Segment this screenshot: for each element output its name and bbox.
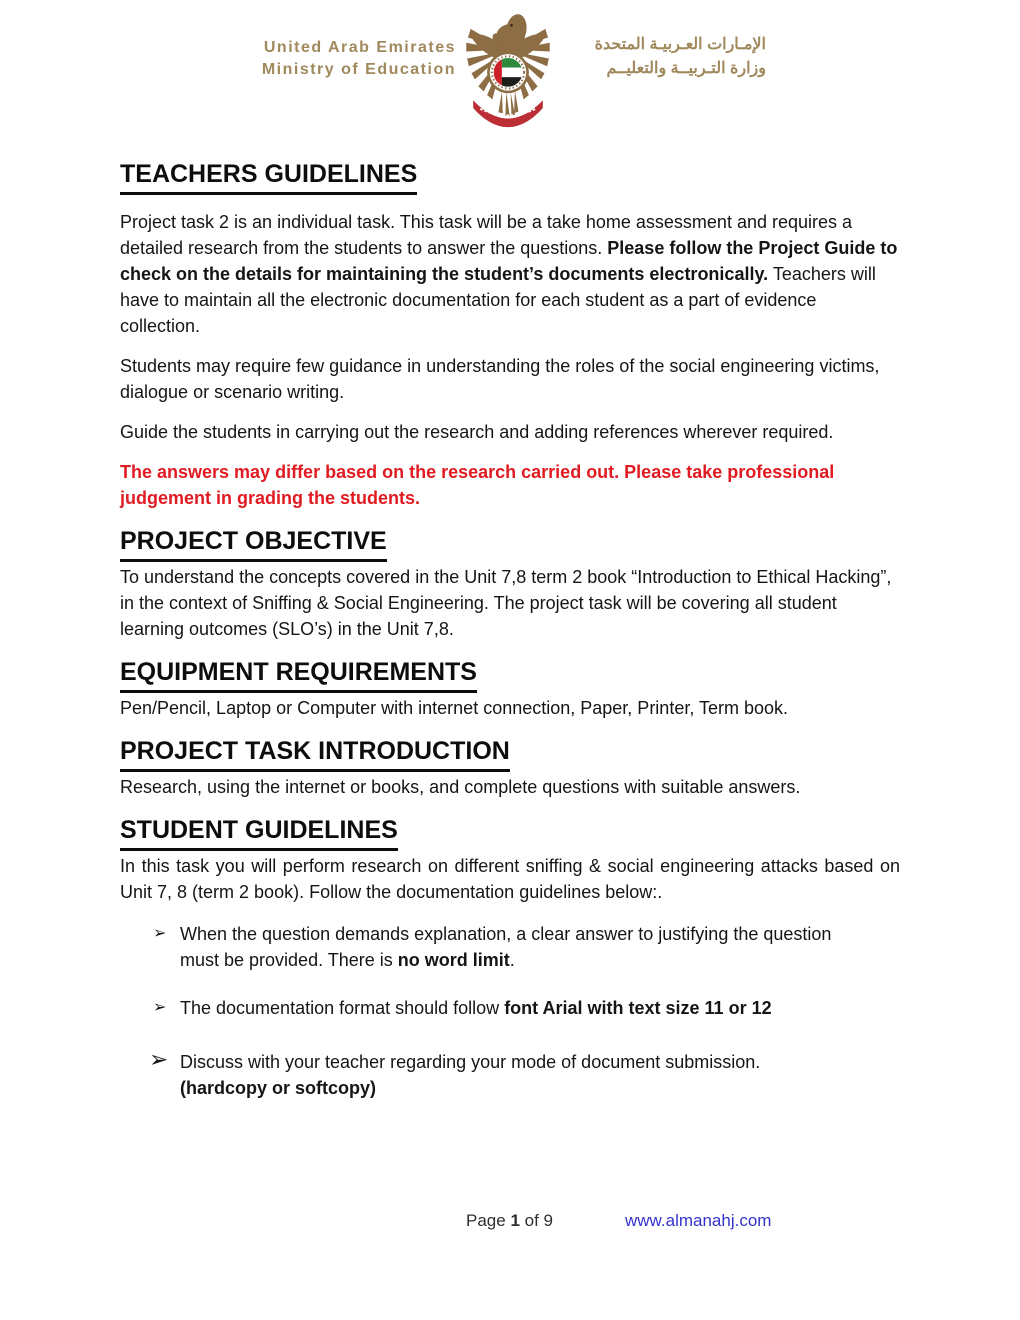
section-title-project-objective: PROJECT OBJECTIVE [120, 527, 900, 562]
ministry-name-english [0, 37, 456, 81]
student-guidelines-list [120, 921, 900, 1101]
arrow-bullet-icon: ➢ [149, 1046, 169, 1072]
ministry-en-line2: Ministry of Education [261, 61, 456, 78]
section-title-equipment-requirements: EQUIPMENT REQUIREMENTS [120, 658, 900, 693]
paragraph-grading-warning: The answers may differ based on the research carried out. Please take professional judgement in grading the students. [120, 462, 835, 508]
page-number: 1 [510, 1211, 520, 1230]
list-item-word-limit: ➢ When the question demands explanation, a clear answer to justifying the question must be provided. There is no word limit. [180, 921, 840, 973]
ministry-ar-line2: وزارة التـربيــة والتعليــم [606, 60, 766, 77]
list-item-submission-mode: ➢ Discuss with your teacher regarding your mode of document submission. (hardcopy or softcopy) [149, 1046, 761, 1098]
section-title-project-task-introduction: PROJECT TASK INTRODUCTION [120, 737, 900, 772]
page-number-label: Page 1 of 9 [466, 1211, 553, 1230]
almanahj-website-link[interactable]: www.almanahj.com [625, 1211, 772, 1230]
paragraph-equipment-requirements: Pen/Pencil, Laptop or Computer with internet connection, Paper, Printer, Term book. [120, 698, 789, 718]
paragraph-student-guidance: Students may require few guidance in understanding the roles of the social engineering victims, dialogue or scenario writing. [120, 356, 880, 402]
arrow-bullet-icon: ➢ [153, 925, 167, 942]
ministry-en-line1: United Arab Emirates [263, 39, 456, 56]
document-body [120, 134, 900, 1123]
section-title-student-guidelines: STUDENT GUIDELINES [120, 816, 900, 851]
arrow-bullet-icon: ➢ [153, 999, 167, 1016]
paragraph-task-overview: Project task 2 is an individual task. This task will be a take home assessment and requires a detailed research from the students to answer the questions. Please follow the Project Guide to check on the details for maintaining the student’s documents electronically. Teachers will have to maintain all the electronic documentation for each student as a part of evidence collection. [120, 212, 898, 336]
uae-falcon-emblem-icon [463, 8, 553, 135]
paragraph-project-task-introduction: Research, using the internet or books, and complete questions with suitable answers. [120, 777, 801, 797]
paragraph-research-references: Guide the students in carrying out the research and adding references wherever required. [120, 422, 834, 442]
list-item-documentation-format: ➢ The documentation format should follow font Arial with text size 11 or 12 [180, 995, 840, 1021]
paragraph-student-guidelines-intro: In this task you will perform research on different sniffing & social engineering attacks based on Unit 7, 8 (term 2 book). Follow the documentation guidelines below:. [120, 856, 900, 902]
paragraph-project-objective: To understand the concepts covered in the Unit 7,8 term 2 book “Introduction to Ethical Hacking”, in the context of Sniffing & Social Engineering. The project task will be covering all student learning outcomes (SLO’s) in the Unit 7,8. [120, 567, 892, 639]
ministry-ar-line1: الإمـارات العـربيـة المتحدة [594, 36, 766, 53]
ministry-name-arabic [566, 33, 766, 81]
ministry-header [0, 0, 1020, 150]
section-title-teachers-guidelines: TEACHERS GUIDELINES [120, 160, 900, 195]
